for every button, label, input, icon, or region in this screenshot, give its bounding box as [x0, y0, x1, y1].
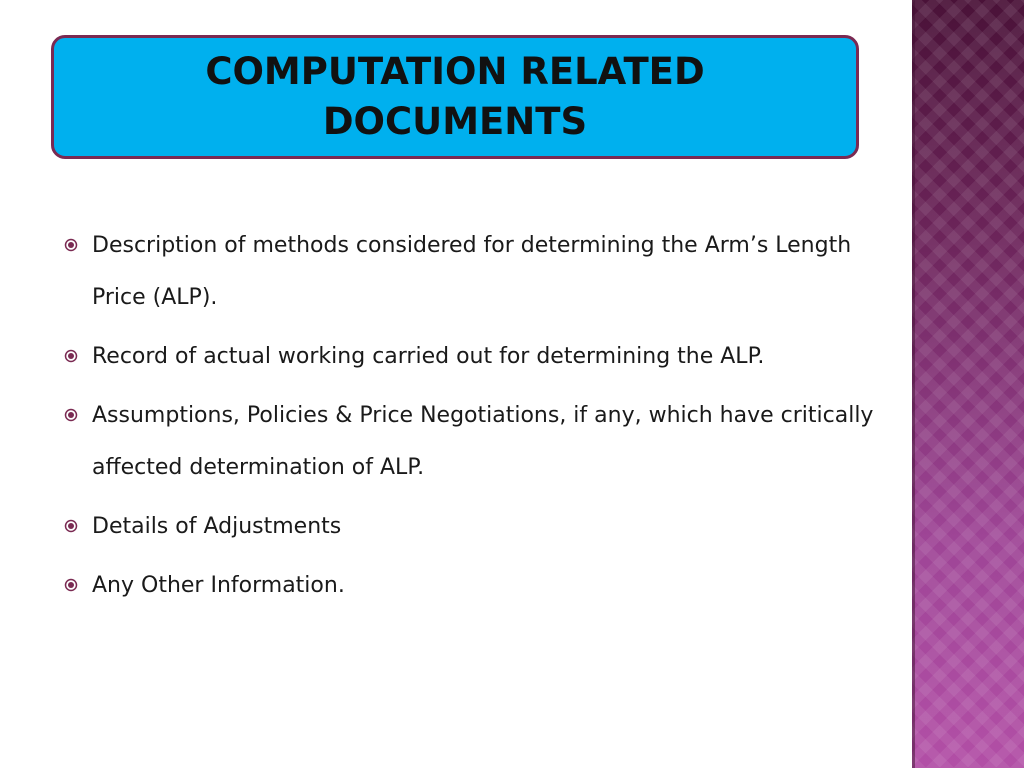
slide-title-box [51, 35, 859, 159]
decorative-side-panel [912, 0, 1024, 768]
radio-bullet-icon [64, 349, 78, 363]
bullet-list [64, 220, 894, 619]
list-item [64, 331, 894, 383]
bullet-text: Description of methods considered for determining the Arm’s Length Price (ALP). [92, 233, 852, 310]
slide-title: COMPUTATION RELATED DOCUMENTS [205, 50, 705, 143]
list-item [64, 390, 894, 494]
radio-bullet-icon [64, 238, 78, 252]
list-item [64, 560, 894, 612]
bullet-text: Details of Adjustments [92, 514, 342, 539]
bullet-text: Any Other Information. [92, 573, 345, 598]
list-item [64, 220, 894, 324]
radio-bullet-icon [64, 578, 78, 592]
radio-bullet-icon [64, 408, 78, 422]
side-panel-edge [912, 0, 915, 768]
list-item [64, 501, 894, 553]
bullet-text: Assumptions, Policies & Price Negotiations, if any, which have critically affected determination of ALP. [92, 403, 874, 480]
radio-bullet-icon [64, 519, 78, 533]
bullet-text: Record of actual working carried out for determining the ALP. [92, 344, 765, 369]
